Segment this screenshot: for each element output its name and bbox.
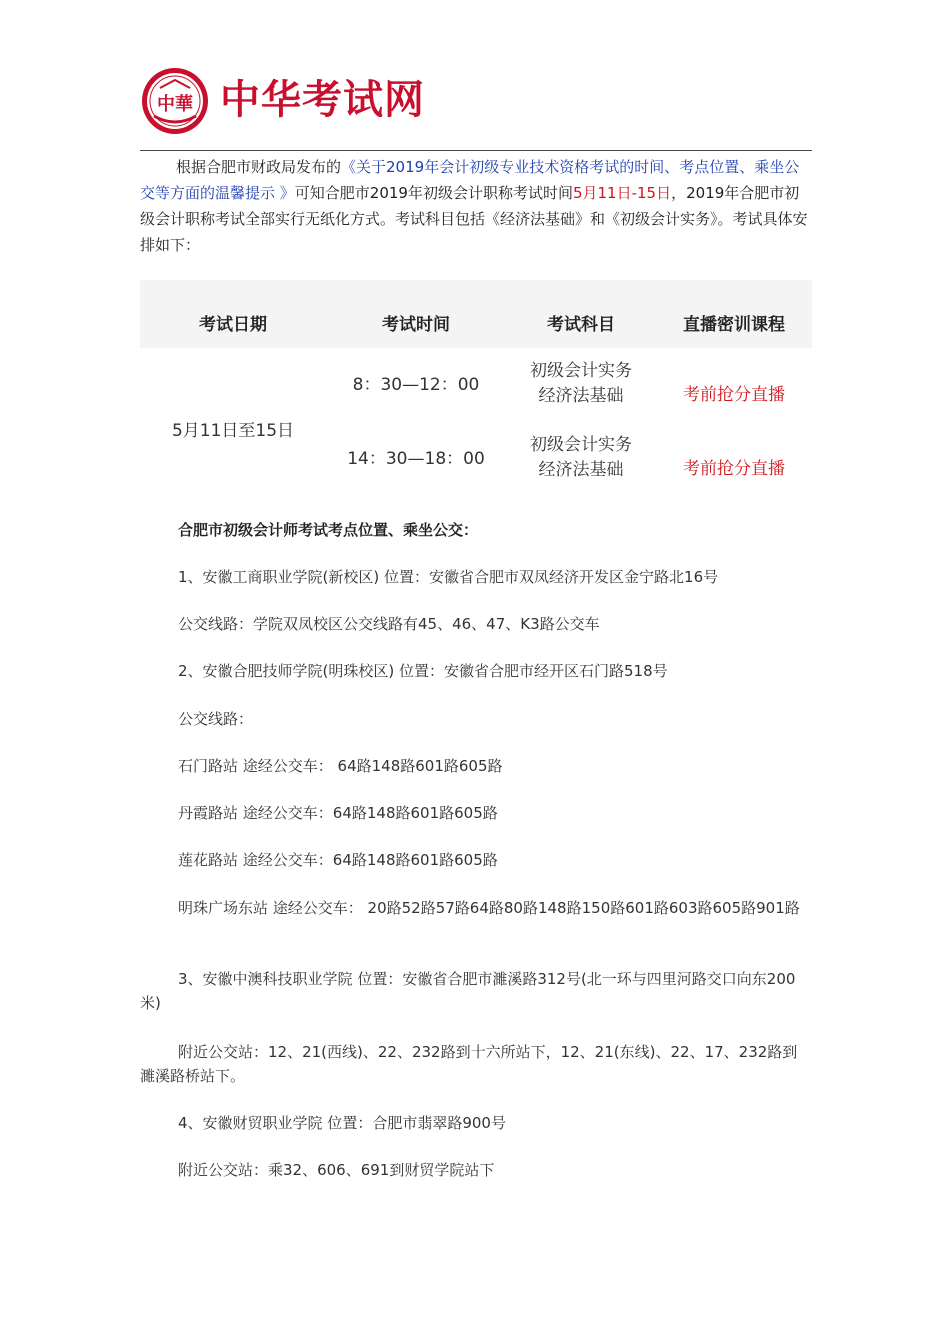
seal-text: 中華 (157, 94, 193, 115)
live-course-link[interactable]: 考前抢分直播 (683, 459, 785, 479)
subject-cell (506, 433, 656, 483)
location-line: 4、安徽财贸职业学院 位置：合肥市翡翠路900号 (178, 1114, 506, 1132)
bus-stop-line: 附近公交站：12、21(西线)、22、232路到十六所站下，12、21(东线)、22、17、232路到濉溪路桥站下。 (140, 1043, 798, 1085)
subject-cell (506, 359, 656, 409)
logo-text[interactable]: 中华考试网 (220, 77, 425, 123)
intro-text-3: ，2019年合肥市初级会计职称考试全部实行无纸化方式。考试科目包括《经济法基础》和《初级会计实务》。考试具体安排如下： (140, 184, 808, 254)
bus-stop-line: 石门路站 途经公交车： 64路148路601路605路 (178, 757, 503, 775)
header-exam-subject: 考试科目 (547, 315, 615, 335)
intro-text-1: 根据合肥市财政局发布的 (176, 158, 342, 176)
exam-time-cell: 14：30—18：00 (347, 449, 485, 469)
subject-line: 初级会计实务 (530, 435, 632, 455)
seal-logo-icon (140, 66, 210, 136)
notice-link[interactable]: 《关于2019年会计初级专业技术资格考试的时间、考点位置、乘坐公交等方面的温馨提示 》 (140, 158, 800, 202)
location-line: 1、安徽工商职业学院(新校区) 位置：安徽省合肥市双凤经济开发区金宁路北16号 (178, 568, 719, 586)
bus-stop-line: 明珠广场东站 途经公交车： 20路52路57路64路80路148路150路601路603路605路901路 (178, 899, 800, 917)
exam-date-highlight: 5月11日-15日 (572, 184, 672, 202)
header-exam-time: 考试时间 (382, 315, 450, 335)
site-header (140, 62, 812, 150)
exam-date-cell: 5月11日至15日 (171, 421, 295, 441)
intro-text-2: 可知合肥市2019年初级会计职称考试时间 (294, 184, 573, 202)
bus-line: 公交线路： (178, 710, 254, 728)
header-live-course: 直播密训课程 (683, 315, 785, 335)
header-divider (140, 150, 812, 151)
bus-stop-line: 附近公交站：乘32、606、691到财贸学院站下 (178, 1161, 495, 1179)
locations-heading: 合肥市初级会计师考试考点位置、乘坐公交： (178, 521, 479, 539)
subject-line: 经济法基础 (538, 386, 624, 406)
exam-time-cell: 8：30—12：00 (352, 375, 480, 395)
schedule-table-header (140, 280, 812, 348)
live-course-link[interactable]: 考前抢分直播 (683, 385, 785, 405)
location-line: 2、安徽合肥技师学院(明珠校区) 位置：安徽省合肥市经开区石门路518号 (178, 662, 668, 680)
subject-line: 初级会计实务 (530, 361, 632, 381)
subject-line: 经济法基础 (538, 460, 624, 480)
bus-stop-line: 莲花路站 途经公交车：64路148路601路605路 (178, 851, 498, 869)
header-exam-date: 考试日期 (199, 315, 267, 335)
intro-paragraph (140, 154, 812, 258)
location-line: 3、安徽中澳科技职业学院 位置：安徽省合肥市濉溪路312号(北一环与四里河路交口向东200米) (140, 970, 796, 1012)
bus-line: 公交线路：学院双凤校区公交线路有45、46、47、K3路公交车 (178, 615, 600, 633)
bus-stop-line: 丹霞路站 途经公交车：64路148路601路605路 (178, 804, 498, 822)
